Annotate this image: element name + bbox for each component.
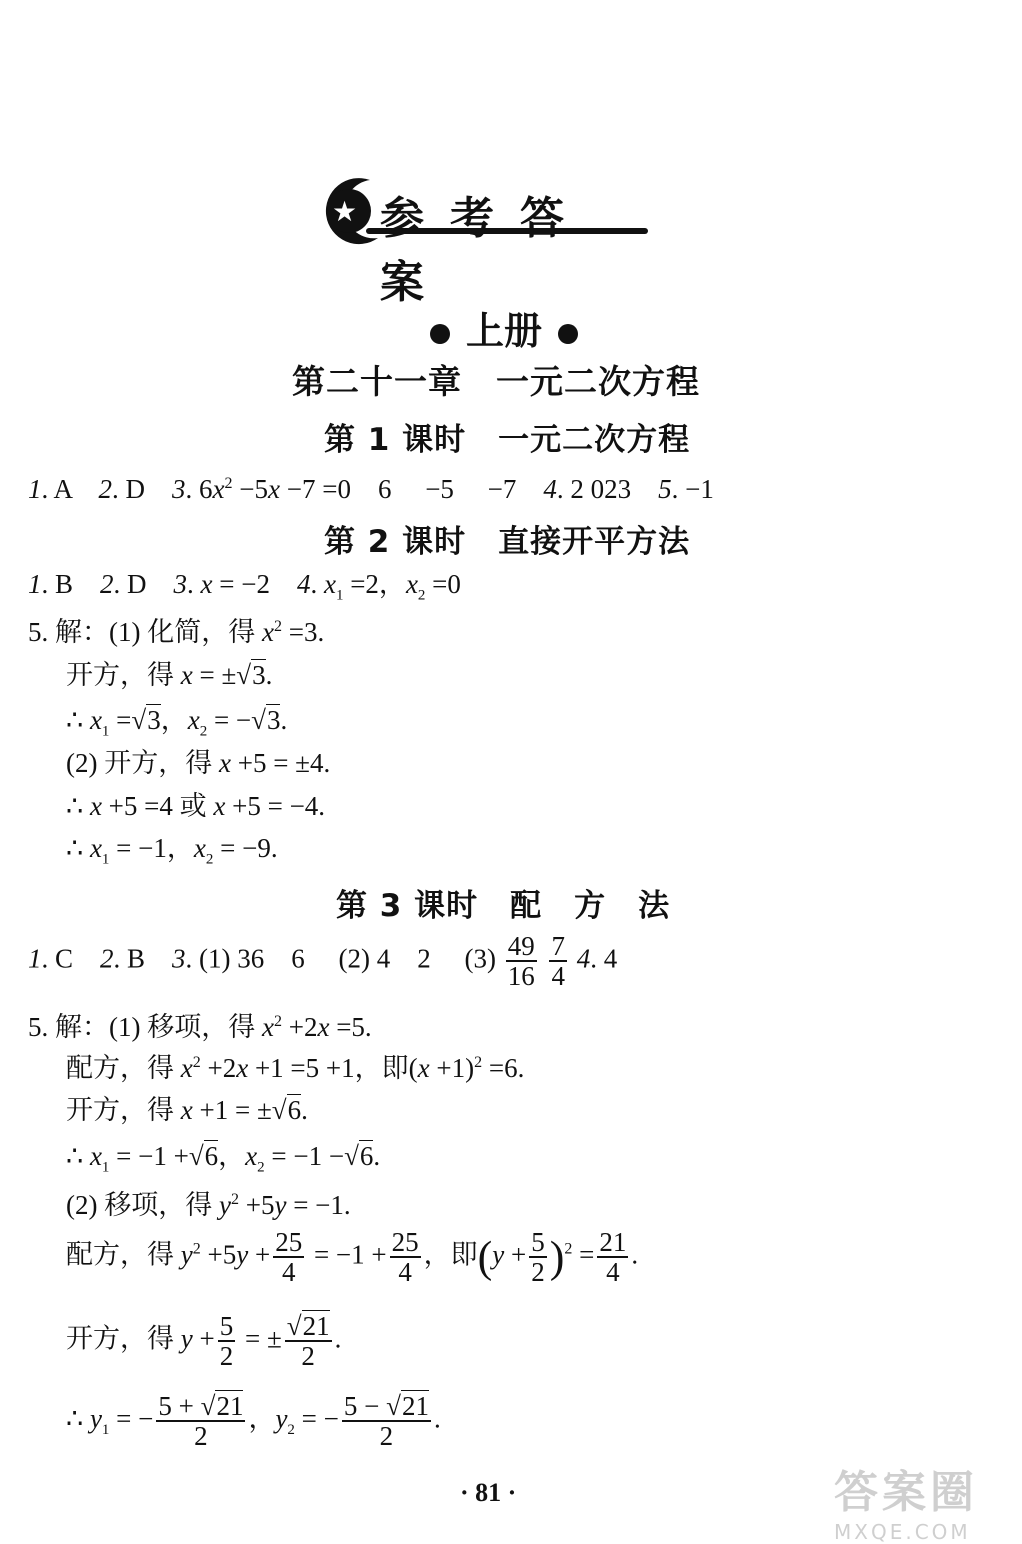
lesson-1-title: 第 1 课时 一元二次方程 (324, 422, 691, 458)
lesson-1-answers: 1. A 2. D 3. $6x^2 -5x -7 =0$ 6 −5 −7 4. 2 023 5. −1 (28, 474, 714, 504)
lesson-3-title: 第 3 课时 配 方 法 (336, 888, 671, 924)
volume-title: 上册 (466, 309, 543, 353)
lesson-3-q5-line-2: 配方，得 $x^2 +2x +1 =5 +1$，即$(x +1)^2 =6$. (66, 1053, 525, 1083)
lesson-3-q5-line-5: (2) 移项，得 $y^2 +5y = -1$. (66, 1190, 351, 1220)
lesson-3-q5-line-1: 5. 解：(1) 移项，得 $x^2 +2x =5$. (28, 1012, 372, 1042)
lesson-2-q5-line-5: ∴ x +5 =4 或 x +5 = −4. (66, 791, 326, 821)
lesson-2-answers: 1. B 2. D 3. x = −2 4. $x_1 =2$，$x_2 =0$ (28, 569, 461, 604)
lesson-2-q5-line-3: ∴ $x_1 =√3$，$x_2 = -√3$. (66, 705, 288, 740)
lesson-2-q5-line-4: (2) 开方，得 x +5 = ±4. (66, 748, 331, 778)
lesson-2-q5-line-1: 5. 解：(1) 化简，得 $x^2 =3$. (28, 617, 325, 647)
page-number: · 81 · (460, 1478, 517, 1507)
bullet-dot-icon (430, 324, 450, 344)
answer-key-banner (318, 176, 648, 308)
lesson-3-q5-line-6: 配方，得 $y^2 +5y$ + $\frac{25}{4}$ = −1 + $\frac{25}{4}$ ，即(y + $\frac{5}{2}$ )$^2$ = $\frac{21}{4}$ . (66, 1227, 639, 1288)
bullet-dot-icon (558, 324, 578, 344)
lesson-3-answers: 1. C 2. B 3. (1) 36 6 (2) 4 2 (3) $\frac{49}{16}$ $\frac{7}{4}$ 4. 4 (28, 931, 618, 992)
lesson-3-q5-line-7: 开方，得 y + $\frac{5}{2}$ = ± $\frac{√21}{2}$ . (66, 1311, 342, 1372)
chapter-title: 第二十一章 一元二次方程 (292, 362, 700, 401)
lesson-2-q5-line-2: 开方，得 x = ±√3. (66, 660, 273, 690)
lesson-3-q5-line-4: ∴ $x_1 = -1 +√6$，$x_2 = -1 -√6$. (66, 1141, 381, 1176)
star-icon: ★ (332, 195, 358, 228)
lesson-3-q5-line-3: 开方，得 x +1 = ±√6. (66, 1095, 308, 1125)
lesson-2-title: 第 2 课时 直接开平方法 (324, 524, 691, 560)
site-watermark-logo: 答案圈 MXQE.COM (834, 1467, 978, 1544)
lesson-3-q5-line-8: ∴ $y_1$ = − $\frac{5 + √21}{2}$ ，$y_2$ = − $\frac{5 - √21}{2}$ . (66, 1391, 441, 1452)
volume-heading (414, 300, 594, 355)
banner-title: 参考答案 (380, 193, 590, 308)
lesson-2-q5-line-6: ∴ $x_1 = -1$，$x_2 = -9$. (66, 833, 278, 868)
